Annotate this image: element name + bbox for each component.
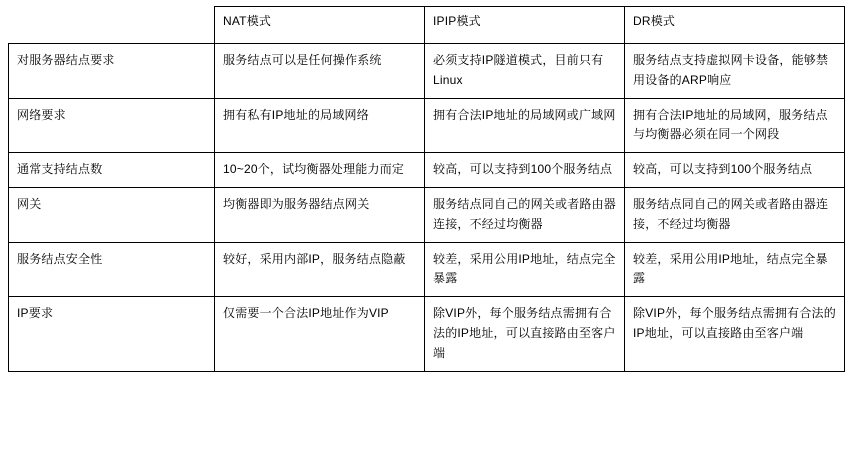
table-header-ipip-label: IPIP模式 <box>433 14 481 28</box>
cell-nat: 仅需要一个合法IP地址作为VIP <box>215 297 425 371</box>
table-row <box>9 98 845 153</box>
table-header-nat-label: NAT模式 <box>223 14 272 28</box>
cell-nat: 均衡器即为服务器结点网关 <box>215 187 425 242</box>
cell-nat: 10~20个，试均衡器处理能力而定 <box>215 153 425 188</box>
row-label: 网关 <box>9 187 215 242</box>
cell-dr: 除VIP外，每个服务结点需拥有合法的IP地址，可以直接路由至客户端 <box>625 297 845 371</box>
row-label: 对服务器结点要求 <box>9 44 215 99</box>
table-header-ipip <box>425 7 625 44</box>
table-row <box>9 153 845 188</box>
cell-ipip: 拥有合法IP地址的局域网或广域网 <box>425 98 625 153</box>
table-header-corner <box>9 7 215 44</box>
cell-dr: 较高，可以支持到100个服务结点 <box>625 153 845 188</box>
cell-ipip: 除VIP外，每个服务结点需拥有合法的IP地址，可以直接路由至客户端 <box>425 297 625 371</box>
table-header-row <box>9 7 845 44</box>
cell-ipip: 服务结点同自己的网关或者路由器连接，不经过均衡器 <box>425 187 625 242</box>
cell-nat: 服务结点可以是任何操作系统 <box>215 44 425 99</box>
row-label: 通常支持结点数 <box>9 153 215 188</box>
row-label: IP要求 <box>9 297 215 371</box>
cell-dr: 服务结点同自己的网关或者路由器连接，不经过均衡器 <box>625 187 845 242</box>
table-header-nat <box>215 7 425 44</box>
row-label: 网络要求 <box>9 98 215 153</box>
cell-ipip: 较高，可以支持到100个服务结点 <box>425 153 625 188</box>
lvs-mode-comparison-table <box>8 6 845 372</box>
cell-dr: 拥有合法IP地址的局域网，服务结点与均衡器必须在同一个网段 <box>625 98 845 153</box>
cell-dr: 服务结点支持虚拟网卡设备，能够禁用设备的ARP响应 <box>625 44 845 99</box>
table-row <box>9 297 845 371</box>
cell-nat: 拥有私有IP地址的局域网络 <box>215 98 425 153</box>
cell-nat: 较好，采用内部IP，服务结点隐蔽 <box>215 242 425 297</box>
table-row <box>9 44 845 99</box>
table-row <box>9 242 845 297</box>
row-label: 服务结点安全性 <box>9 242 215 297</box>
cell-dr: 较差，采用公用IP地址，结点完全暴露 <box>625 242 845 297</box>
table-header <box>9 7 845 44</box>
table-body <box>9 44 845 372</box>
table-row <box>9 187 845 242</box>
cell-ipip: 必须支持IP隧道模式，目前只有Linux <box>425 44 625 99</box>
table-header-dr <box>625 7 845 44</box>
cell-ipip: 较差，采用公用IP地址，结点完全暴露 <box>425 242 625 297</box>
table-header-dr-label: DR模式 <box>633 14 676 28</box>
